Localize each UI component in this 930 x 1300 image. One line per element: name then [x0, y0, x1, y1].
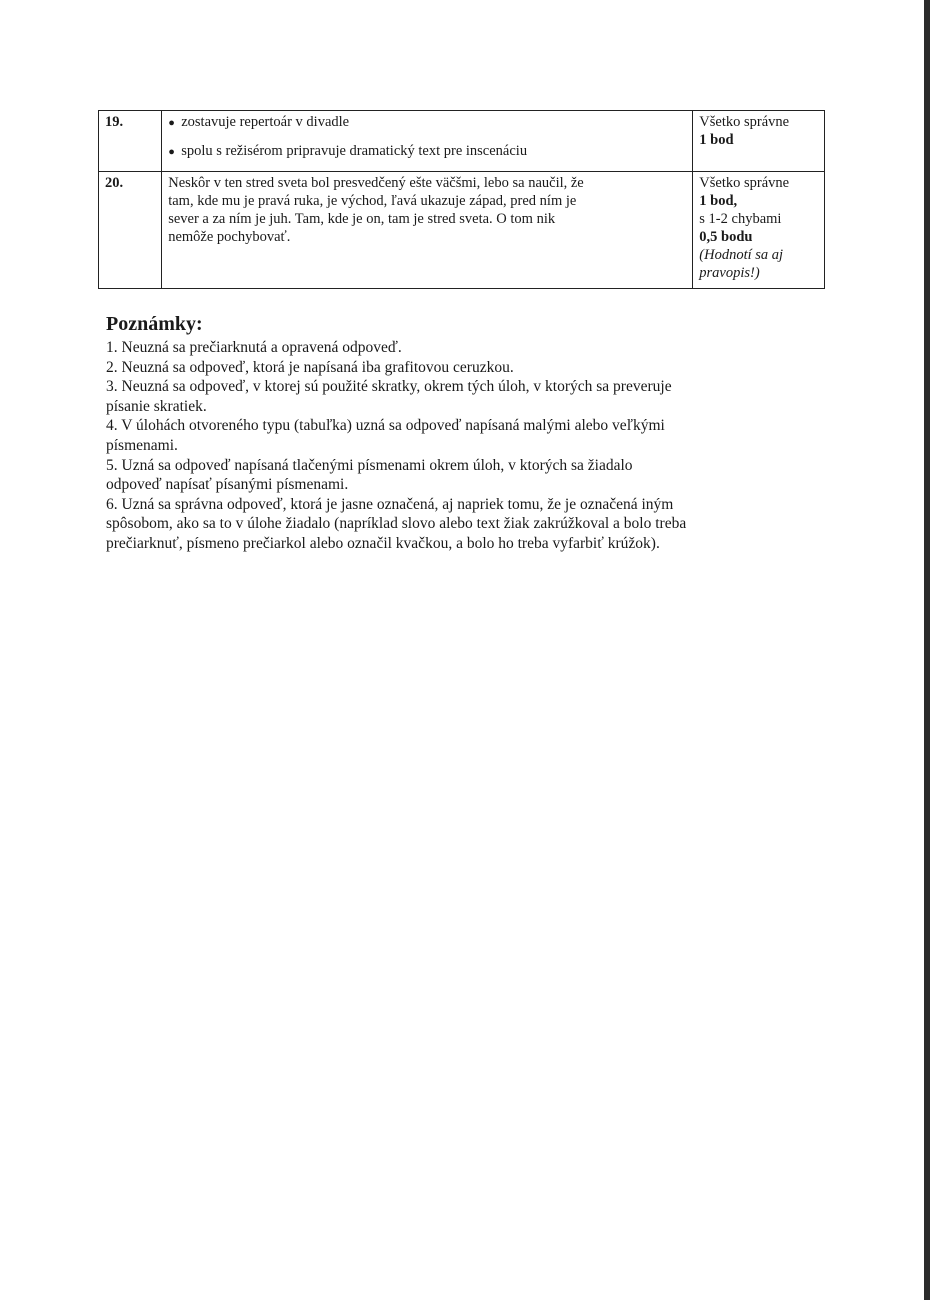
note-line: 1. Neuzná sa prečiarknutá a opravená odpoveď. — [106, 339, 402, 356]
answer-text-line: nemôže pochybovať. — [168, 229, 291, 245]
question-number: 19. — [99, 111, 162, 172]
answer-cell — [162, 172, 693, 289]
question-number: 20. — [99, 172, 162, 289]
note-line: 4. V úlohách otvoreného typu (tabuľka) uzná sa odpoveď napísaná malými alebo veľkými — [106, 417, 665, 435]
notes-section — [106, 312, 821, 554]
note-line: odpoveď napísať písanými písmenami. — [106, 476, 349, 494]
answer-text-line: tam, kde mu je pravá ruka, je východ, ľavá ukazuje západ, pred ním je — [168, 193, 577, 209]
page-edge-bar — [924, 0, 930, 1300]
answer-text: zostavuje repertoár v divadle — [181, 114, 350, 130]
score-points: 1 bod — [699, 132, 734, 148]
note-line: 6. Uzná sa správna odpoveď, ktorá je jasne označená, aj napriek tomu, že je označená iným — [106, 495, 674, 513]
answer-text-line: Neskôr v ten stred sveta bol presvedčený ešte väčšmi, lebo sa naučil, že — [168, 175, 584, 191]
answer-text: spolu s režisérom pripravuje dramatický text pre inscenáciu — [181, 143, 528, 159]
bullet-icon: ● — [168, 117, 175, 129]
note-line: 5. Uzná sa odpoveď napísaná tlačenými písmenami okrem úloh, v ktorých sa žiadalo — [106, 456, 633, 474]
note-line: písanie skratiek. — [106, 397, 207, 415]
score-points: 1 bod, — [699, 193, 738, 209]
bullet-icon: ● — [168, 146, 175, 158]
score-cell — [693, 111, 825, 172]
note-line: spôsobom, ako sa to v úlohe žiadalo (napríklad slovo alebo text žiak zakrúžkoval a bolo treba — [106, 515, 687, 533]
score-partial-points: 0,5 bodu — [699, 229, 753, 245]
answer-bullet-item — [168, 142, 686, 161]
table-row — [99, 111, 825, 172]
score-note: pravopis!) — [699, 265, 760, 281]
score-text: Všetko správne — [699, 114, 790, 130]
note-line: prečiarknuť, písmeno prečiarkol alebo označil kvačkou, a bolo ho treba vyfarbiť krúžok). — [106, 534, 660, 552]
notes-title: Poznámky: — [106, 313, 203, 335]
score-text: Všetko správne — [699, 175, 790, 191]
answer-text-line: sever a za ním je juh. Tam, kde je on, tam je stred sveta. O tom nik — [168, 211, 556, 227]
answer-cell — [162, 111, 693, 172]
answer-key-table — [98, 110, 825, 289]
note-line: 2. Neuzná sa odpoveď, ktorá je napísaná iba grafitovou ceruzkou. — [106, 358, 514, 376]
score-condition: s 1-2 chybami — [699, 211, 782, 227]
score-cell — [693, 172, 825, 289]
note-line: 3. Neuzná sa odpoveď, v ktorej sú použité skratky, okrem tých úloh, v ktorých sa preveruje — [106, 378, 672, 396]
score-note: (Hodnotí sa aj — [699, 247, 784, 263]
table-row — [99, 172, 825, 289]
answer-bullet-item — [168, 113, 686, 132]
note-line: písmenami. — [106, 436, 178, 454]
